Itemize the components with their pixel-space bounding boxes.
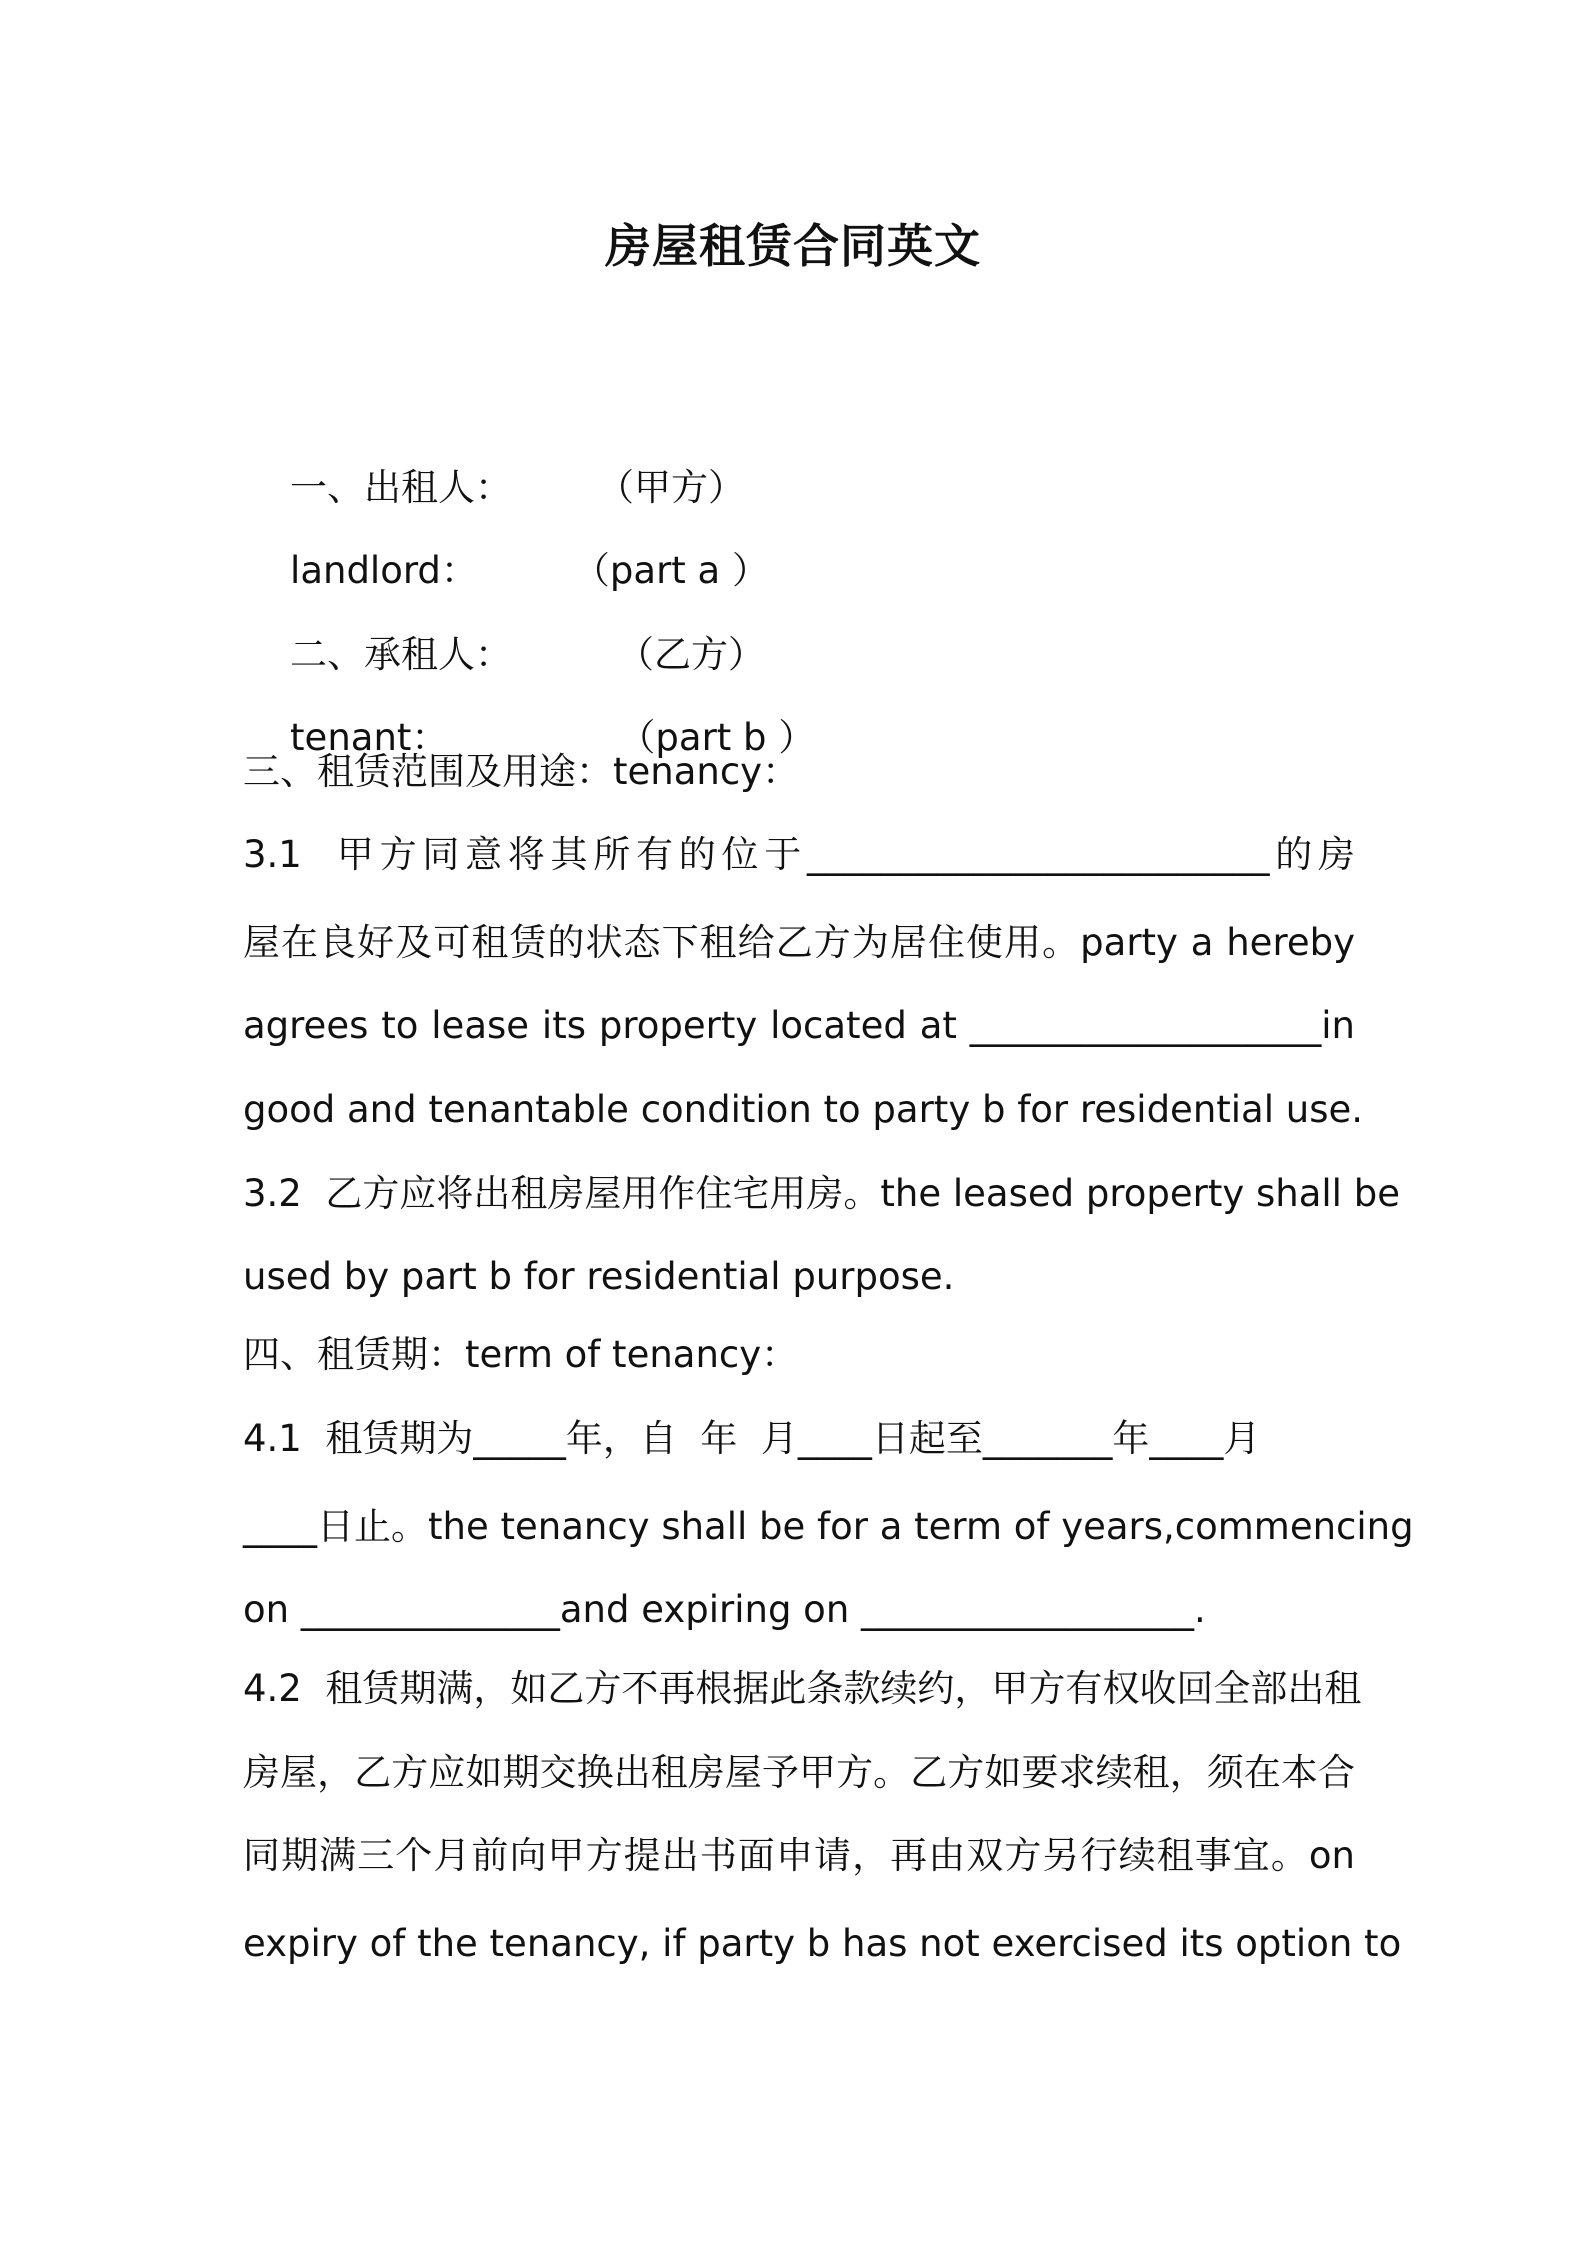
tenant-en-label: tenant： [290,716,449,759]
tenant-cn-label: 二、承租人： [290,633,513,676]
clause-3-1-line-3: agrees to lease its property located at ___________________in [243,1004,1355,1047]
clause-4-1-line-3: on ______________and expiring on __________________. [243,1588,1206,1631]
clause-4-2-line-4: expiry of the tenancy, if party b has not exercised its option to [243,1922,1402,1965]
landlord-en-label: landlord： [290,549,478,592]
document-title: 房屋租赁合同英文 [605,219,981,273]
clause-4-2-line-1: 4.2 租赁期满，如乙方不再根据此条款续约，甲方有权收回全部出租 [243,1667,1362,1710]
clause-3-2-line-2: used by part b for residential purpose. [243,1255,955,1298]
clause-3-1-line-4: good and tenantable condition to party b for residential use. [243,1088,1364,1131]
clause-3-1-line-2: 屋在良好及可租赁的状态下租给乙方为居住使用。party a hereby [243,921,1355,964]
landlord-cn-party: （甲方） [597,466,746,509]
landlord-en-party: （part a ） [572,549,769,592]
clause-3-2-line-1: 3.2 乙方应将出租房屋用作住宅用房。the leased property shall be [243,1172,1400,1215]
tenant-en-party: （part b ） [618,716,816,759]
clause-4-2-line-2: 房屋，乙方应如期交换出租房屋予甲方。乙方如要求续租，须在本合 [243,1751,1355,1794]
section-4-heading: 四、租赁期：term of tenancy： [243,1333,799,1376]
landlord-cn-label: 一、出租人： [290,466,513,509]
clause-4-2-line-3: 同期满三个月前向甲方提出书面申请，再由双方另行续租事宜。on [243,1834,1355,1877]
clause-4-1-line-1: 4.1 租赁期为_____年，自 年 月____日起至_______年____月 [243,1417,1261,1460]
section-3-heading: 三、租赁范围及用途：tenancy： [243,750,800,793]
clause-3-1-line-1: 3.1 甲方同意将其所有的位于_________________________的房 [243,833,1355,876]
clause-4-1-line-2: ____日止。the tenancy shall be for a term of years,commencing [243,1505,1414,1548]
tenant-cn-party: （乙方） [617,633,766,676]
